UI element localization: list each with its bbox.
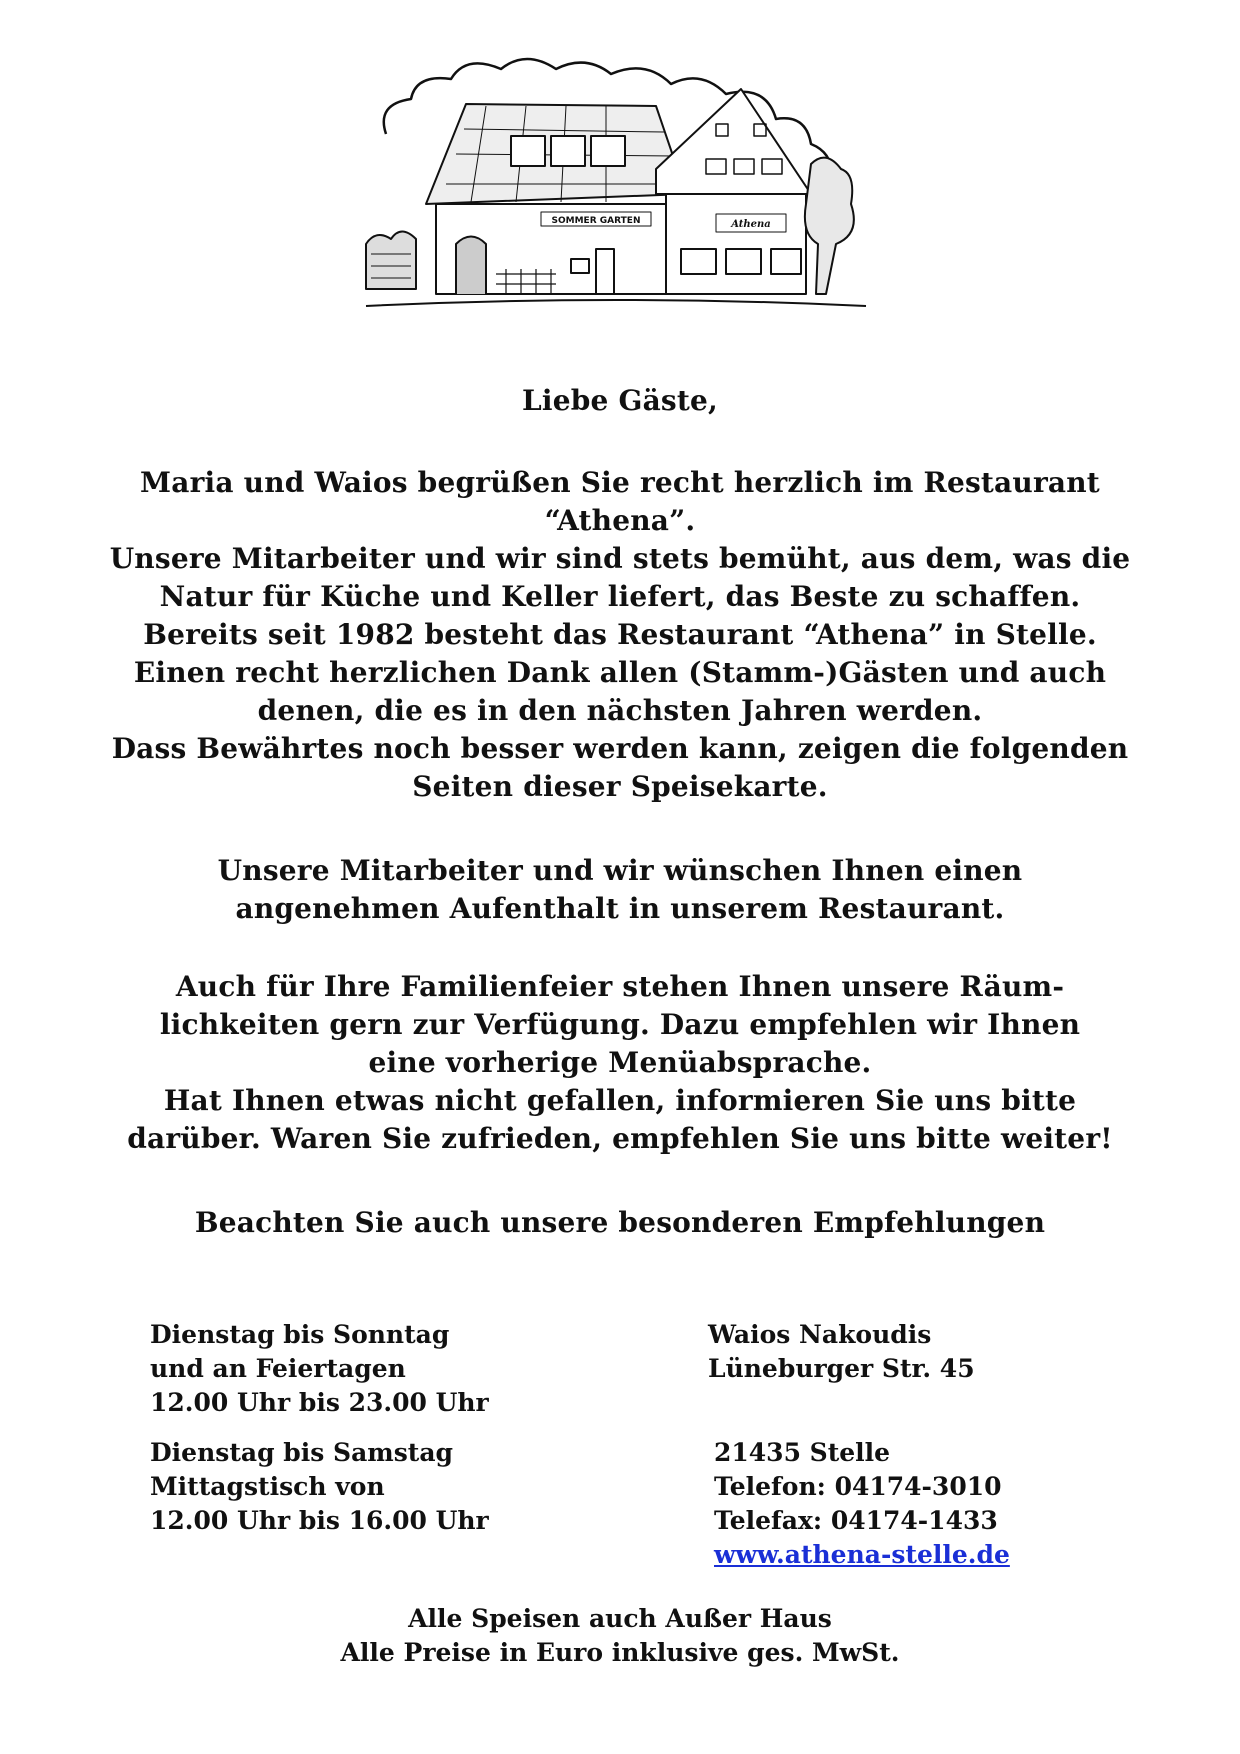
intro-line: denen, die es in den nächsten Jahren werden. [257, 694, 983, 727]
hours-line: Mittagstisch von [150, 1472, 385, 1501]
greeting [60, 382, 1180, 420]
address-contact-block [714, 1436, 1010, 1572]
footer-notes [60, 1602, 1180, 1670]
address-owner-block [708, 1318, 975, 1386]
intro-line: Unsere Mitarbeiter und wir sind stets bemüht, aus dem, was die [109, 542, 1131, 575]
athena-sign: Athena [731, 219, 771, 230]
city: 21435 Stelle [714, 1438, 891, 1467]
hours-line: 12.00 Uhr bis 16.00 Uhr [150, 1506, 489, 1535]
intro-line: Seiten dieser Speisekarte. [412, 770, 828, 803]
wishes-line: angenehmen Aufenthalt in unserem Restaurant. [235, 892, 1005, 925]
fax-number: Telefax: 04174-1433 [714, 1506, 998, 1535]
family-line: Auch für Ihre Familienfeier stehen Ihnen unsere Räum- [175, 970, 1065, 1003]
hours-line: Dienstag bis Samstag [150, 1438, 454, 1467]
street-address: Lüneburger Str. 45 [708, 1354, 975, 1383]
intro-paragraph [60, 464, 1180, 806]
garden-sign: SOMMER GARTEN [551, 216, 641, 226]
family-line: Hat Ihnen etwas nicht gefallen, informieren Sie uns bitte [163, 1084, 1077, 1117]
family-paragraph [60, 968, 1180, 1158]
intro-line: “Athena”. [544, 504, 696, 537]
family-line: eine vorherige Menüabsprache. [368, 1046, 872, 1079]
intro-line: Dass Bewährtes noch besser werden kann, zeigen die folgenden [111, 732, 1129, 765]
phone-number: Telefon: 04174-3010 [714, 1472, 1002, 1501]
owner-name: Waios Nakoudis [708, 1320, 932, 1349]
wishes-paragraph [60, 852, 1180, 928]
intro-line: Maria und Waios begrüßen Sie recht herzlich im Restaurant [140, 466, 1100, 499]
recommendations-hint [60, 1204, 1180, 1242]
opening-hours-regular [150, 1318, 489, 1420]
hours-line: 12.00 Uhr bis 23.00 Uhr [150, 1388, 489, 1417]
hours-line: Dienstag bis Sonntag [150, 1320, 450, 1349]
intro-line: Natur für Küche und Keller liefert, das Beste zu schaffen. [159, 580, 1081, 613]
family-line: lichkeiten gern zur Verfügung. Dazu empfehlen wir Ihnen [159, 1008, 1081, 1041]
footer-line: Alle Speisen auch Außer Haus [408, 1604, 832, 1633]
intro-line: Bereits seit 1982 besteht das Restaurant “Athena” in Stelle. [143, 618, 1097, 651]
intro-line: Einen recht herzlichen Dank allen (Stamm-)Gästen und auch [133, 656, 1107, 689]
restaurant-illustration [356, 44, 876, 314]
opening-hours-lunch [150, 1436, 489, 1538]
family-line: darüber. Waren Sie zufrieden, empfehlen Sie uns bitte weiter! [127, 1122, 1113, 1155]
wishes-line: Unsere Mitarbeiter und wir wünschen Ihnen einen [217, 854, 1023, 887]
website-link[interactable]: www.athena-stelle.de [714, 1540, 1010, 1569]
hint-text: Beachten Sie auch unsere besonderen Empfehlungen [194, 1206, 1046, 1239]
footer-line: Alle Preise in Euro inklusive ges. MwSt. [340, 1638, 900, 1667]
hours-line: und an Feiertagen [150, 1354, 406, 1383]
greeting-text: Liebe Gäste, [522, 384, 718, 417]
